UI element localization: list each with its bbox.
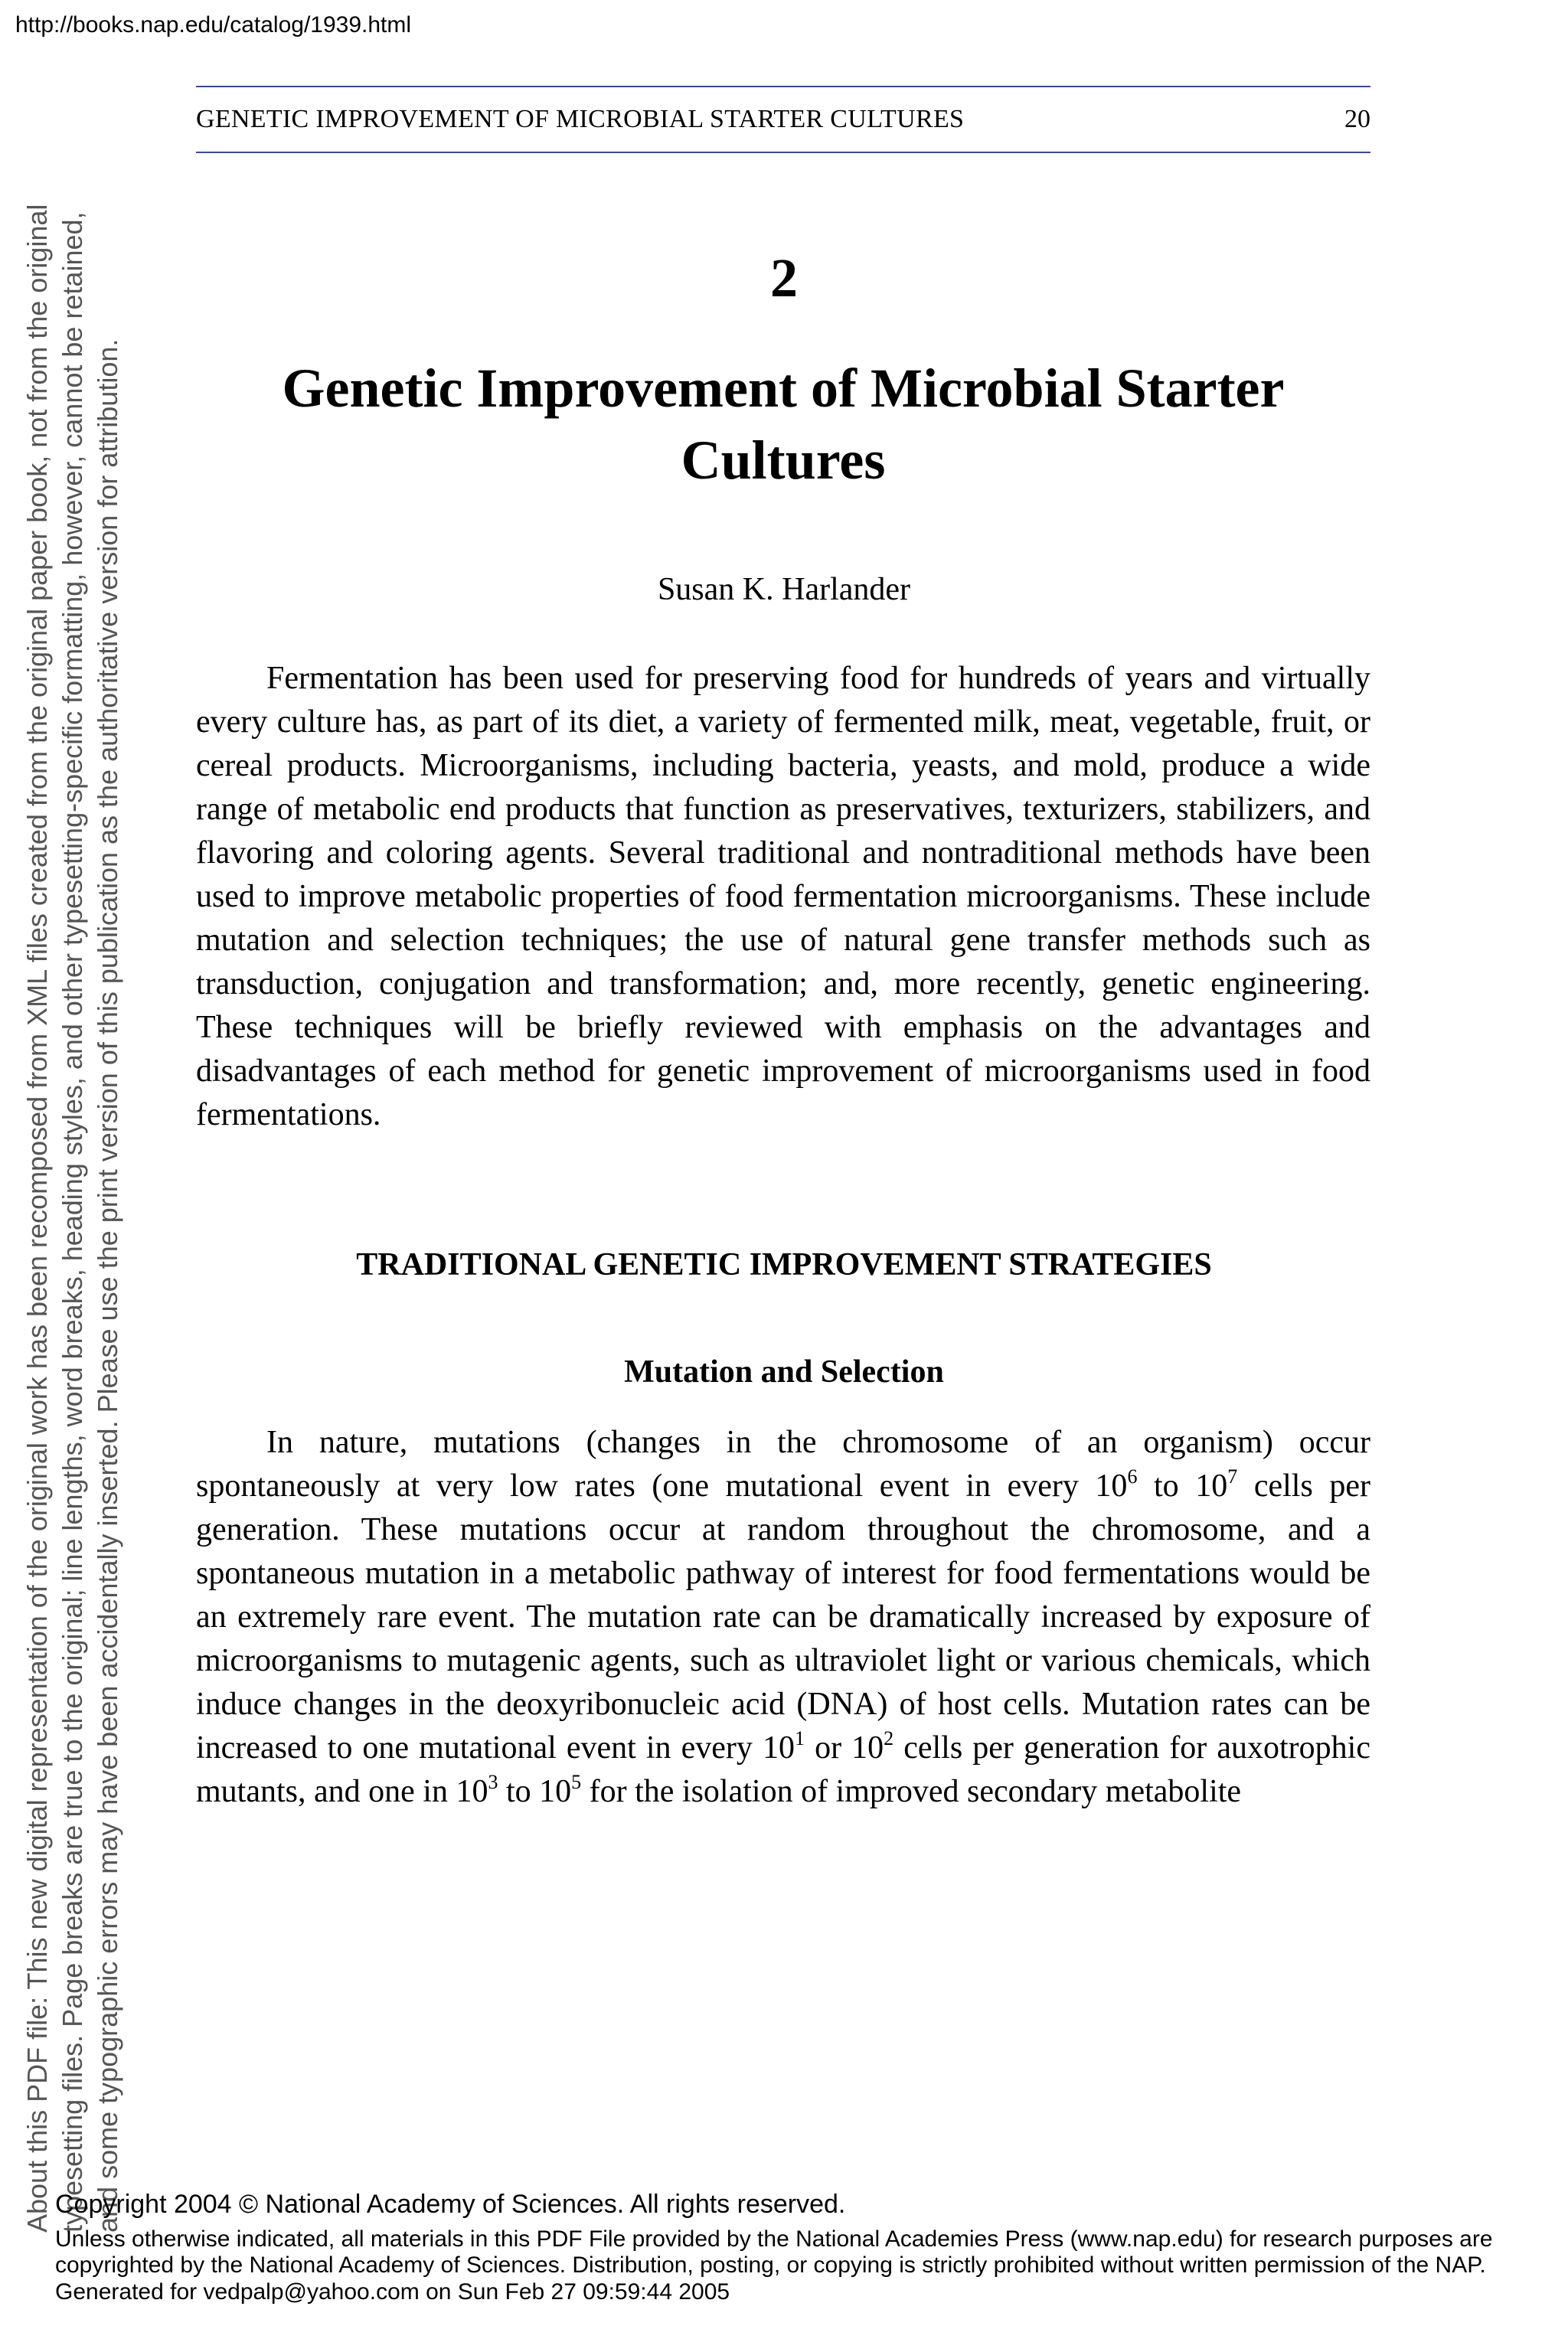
page-number: 20 bbox=[1344, 105, 1370, 133]
superscript-exponent: 2 bbox=[884, 1727, 894, 1749]
pdf-disclaimer-sidebar bbox=[20, 119, 126, 2233]
chapter-number: 2 bbox=[770, 247, 798, 309]
superscript-exponent: 5 bbox=[571, 1771, 582, 1793]
paragraph-text: for the isolation of improved secondary metabolite bbox=[581, 1774, 1242, 1809]
chapter-author: Susan K. Harlander bbox=[657, 572, 911, 607]
paragraph-text: to 10 bbox=[1137, 1468, 1228, 1504]
page-footer bbox=[55, 2188, 1533, 2306]
generated-stamp: Generated for vedpalp@yahoo.com on Sun Feb 27 09:59:44 2005 bbox=[55, 2279, 730, 2305]
rights-statement: Unless otherwise indicated, all materials in this PDF File provided by the National Academies Press (www.nap.edu) for research purposes are copyrighted by the National Academy of Sciences. Distribution, posting, or copying is strictly prohibited without written permission of the NAP. bbox=[55, 2226, 1493, 2278]
superscript-exponent: 7 bbox=[1227, 1465, 1238, 1488]
superscript-exponent: 1 bbox=[794, 1727, 805, 1749]
subsection-heading: Mutation and Selection bbox=[624, 1354, 944, 1390]
body-paragraph-intro: Fermentation has been used for preserving food for hundreds of years and virtually every culture has, as part of its diet, a variety of fermented milk, meat, vegetable, fruit, or cereal products. Microorganisms, including bacteria, yeasts, and mold, produce a wide range of metabolic end products that function as preservatives, texturizers, stabilizers, and flavoring and coloring agents. Several traditional and nontraditional methods have been used to improve metabolic properties of food fermentation microorganisms. These include mutation and selection techniques; the use of natural gene transfer methods such as transduction, conjugation and transformation; and, more recently, genetic engineering. These techniques will be briefly reviewed with emphasis on the advantages and disadvantages of each method for genetic improvement of microorganisms used in food fermentations. bbox=[196, 661, 1370, 1132]
paragraph-text: cells per generation for auxotrophic mutants, and one in 10 bbox=[196, 1730, 1370, 1809]
disclaimer-line: and some typographic errors may have been accidentally inserted. Please use the print version of this publication as the authoritative version for attribution. bbox=[92, 338, 123, 2233]
source-url[interactable]: http://books.nap.edu/catalog/1939.html bbox=[15, 12, 412, 38]
superscript-exponent: 3 bbox=[488, 1771, 498, 1793]
paragraph-text: cells per generation. These mutations occur at random throughout the chromosome, and a spontaneous mutation in a metabolic pathway of interest for food fermentations would be an extremely rare event. The mutation rate can be dramatically increased by exposure of microorganisms to mutagenic agents, such as ultraviolet light or various chemicals, which induce changes in the deoxyribonucleic acid (DNA) of host cells. Mutation rates can be increased to one mutational event in every 10 bbox=[196, 1468, 1371, 1766]
copyright-notice: Copyright 2004 © National Academy of Sciences. All rights reserved. bbox=[55, 2190, 846, 2219]
running-head bbox=[196, 86, 1370, 153]
superscript-exponent: 6 bbox=[1127, 1465, 1138, 1488]
chapter-title: Genetic Improvement of Microbial Starter Cultures bbox=[282, 358, 1285, 491]
paragraph-text: In nature, mutations (changes in the chromosome of an organism) occur spontaneously at very low rates (one mutational event in every 10 bbox=[196, 1425, 1370, 1504]
section-heading: TRADITIONAL GENETIC IMPROVEMENT STRATEGIES bbox=[356, 1247, 1212, 1282]
paragraph-text: to 10 bbox=[498, 1774, 572, 1809]
running-head-title: GENETIC IMPROVEMENT OF MICROBIAL STARTER CULTURES bbox=[196, 105, 965, 133]
disclaimer-line: typesetting files. Page breaks are true to the original; line lengths, word breaks, heading styles, and other typesetting-specific formatting, however, cannot be retained, bbox=[57, 211, 88, 2233]
disclaimer-line: About this PDF file: This new digital representation of the original work has been recomposed from XML files created from the original paper book, not from the original bbox=[21, 204, 53, 2233]
paragraph-text: or 10 bbox=[804, 1730, 884, 1766]
body-paragraph-mutation bbox=[196, 1421, 1370, 1814]
